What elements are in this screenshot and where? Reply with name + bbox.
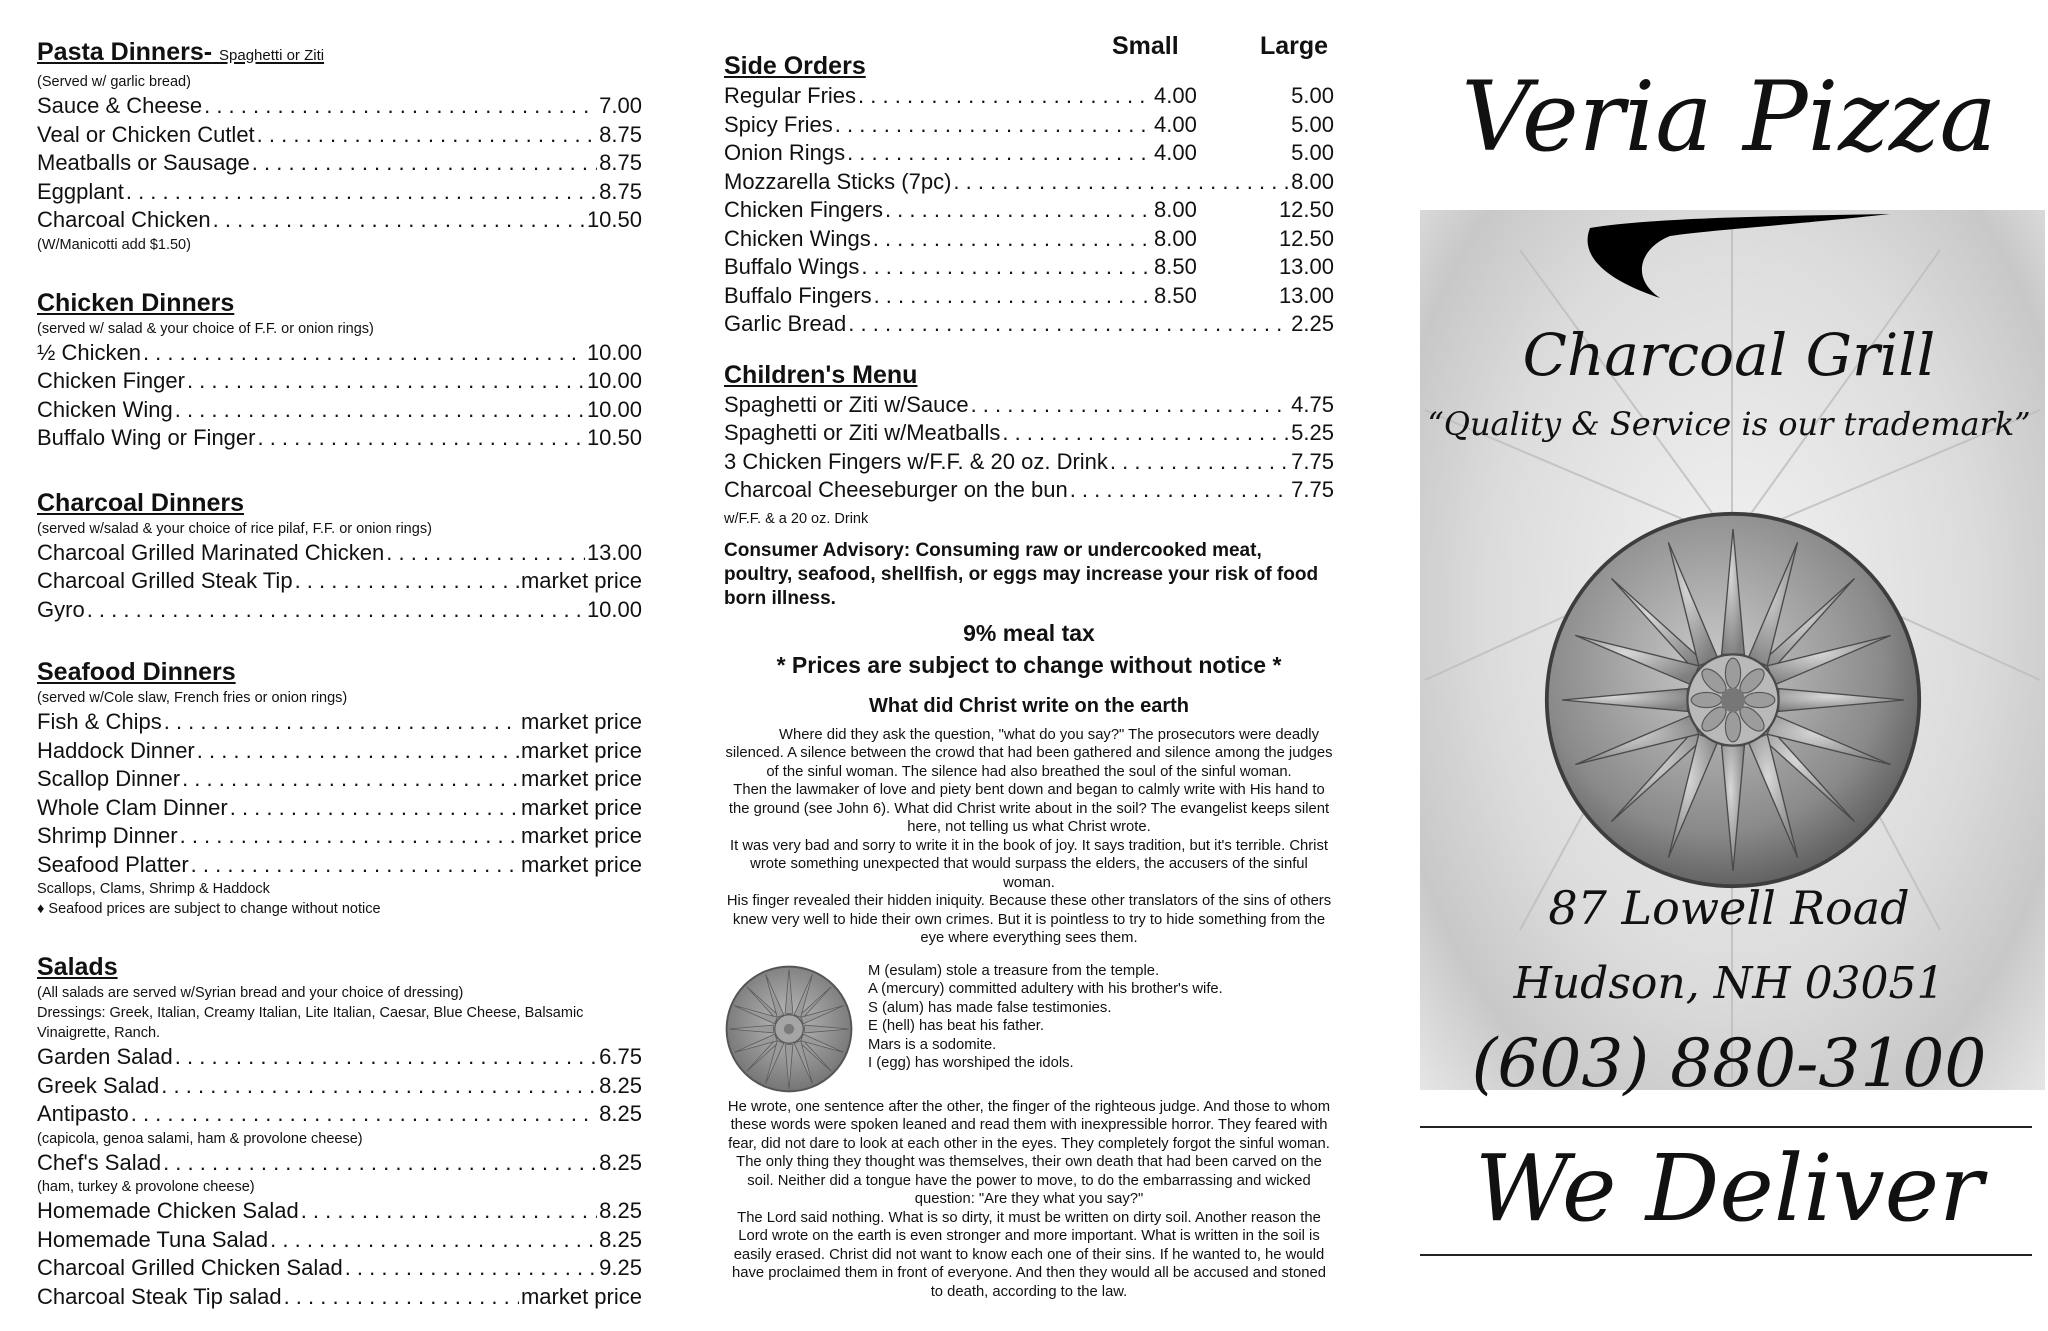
chicken-note: (served w/ salad & your choice of F.F. or onion rings) <box>37 320 374 337</box>
phone-number: (603) 880-3100 <box>1471 1025 1987 1102</box>
seafood-price-note: ♦ Seafood prices are subject to change without notice <box>37 901 381 917</box>
menu-item <box>724 196 1334 225</box>
menu-item <box>37 1197 642 1226</box>
item-price: 8.75 <box>599 178 642 204</box>
item-name: ½ Chicken <box>37 339 141 365</box>
item-price: 8.25 <box>599 1226 642 1252</box>
item-price: 10.50 <box>586 425 642 450</box>
side-orders-section <box>724 50 1334 339</box>
item-name: Scallop Dinner <box>37 766 181 791</box>
item-price-large: 5.00 <box>1291 83 1334 108</box>
divider-bottom <box>1420 1254 2032 1256</box>
item-price-small: 4.00 <box>1154 83 1197 108</box>
menu-item <box>37 149 642 178</box>
we-deliver-banner: We Deliver <box>1474 1135 1984 1242</box>
item-name: Chicken Finger <box>37 368 185 393</box>
article-list-item: M (esulam) stole a treasure from the temple. <box>868 962 1160 979</box>
menu-item <box>724 476 1334 505</box>
menu-item <box>37 424 642 453</box>
item-price-large: 13.00 <box>1278 254 1334 279</box>
article-list-block <box>724 962 1334 1302</box>
menu-item <box>724 448 1334 477</box>
item-price: 8.25 <box>599 1101 642 1126</box>
menu-item <box>37 567 642 596</box>
seafood-footnote: Scallops, Clams, Shrimp & Haddock <box>37 881 270 897</box>
menu-item <box>724 253 1334 282</box>
menu-item <box>37 708 642 737</box>
item-price: 10.00 <box>586 596 642 622</box>
item-name: Charcoal Chicken <box>37 207 211 232</box>
item-price: market price <box>520 1283 642 1309</box>
menu-item <box>37 1283 642 1312</box>
item-price: 10.00 <box>586 368 642 393</box>
item-name: Buffalo Wing or Finger <box>37 425 256 450</box>
item-price: market price <box>520 737 642 763</box>
menu-item <box>37 367 642 396</box>
item-price: 5.25 <box>1291 420 1334 445</box>
menu-item <box>37 1043 642 1072</box>
article-paragraph: It was very bad and sorry to write it in the book of joy. It says tradition, but it's terrible. Christ wrote something unexpected that would surpass the elders, the accusers of the sinful woman. <box>730 837 1328 891</box>
item-price-large: 2.25 <box>1291 311 1334 336</box>
item-price: 8.25 <box>599 1072 642 1098</box>
item-price-large: 13.00 <box>1278 282 1334 308</box>
article-list-item: E (hell) has beat his father. <box>868 1018 1045 1034</box>
address-line2: Hudson, NH 03051 <box>1513 958 1945 1009</box>
item-price-large: 12.50 <box>1278 197 1334 222</box>
item-price-large: 12.50 <box>1278 225 1334 251</box>
item-price: 10.00 <box>586 339 642 365</box>
menu-item <box>724 82 1334 111</box>
item-price: 8.25 <box>599 1198 642 1223</box>
childrens-footnote: w/F.F. & a 20 oz. Drink <box>724 510 869 527</box>
item-price: 9.25 <box>599 1255 642 1280</box>
menu-item <box>37 1226 642 1255</box>
item-name: Garlic Bread <box>724 311 847 336</box>
menu-item <box>37 396 642 425</box>
item-price-small: 8.00 <box>1154 197 1197 222</box>
menu-item <box>37 178 642 207</box>
article-paragraph: His finger revealed their hidden iniquity. Because these other translators of the sins of others knew very well to hide their own crimes. But it is pointless to try to hide something from the eye where everything sees them. <box>726 893 1332 946</box>
article-list-item: A (mercury) committed adultery with his brother's wife. <box>868 981 1223 997</box>
item-price-small: 4.00 <box>1154 140 1197 165</box>
item-price: market price <box>520 766 642 791</box>
article-paragraph: He wrote, one sentence after the other, the finger of the righteous judge. And those to whom these words were spoken leaned and read them with inexpressible horror. They feared with fear, did not dare to look at each other in the eyes. They completely forgot the sinful woman. The only thing they thought was themselves, their own death that had been carved on the soil. Neither did a tongue have the power to move, to do the embarrassing and wicked question: "Are they what you say?" <box>727 1098 1331 1207</box>
item-price: market price <box>520 709 642 734</box>
item-price: 8.75 <box>599 121 642 147</box>
seafood-section <box>37 656 642 919</box>
menu-item <box>724 310 1334 339</box>
item-price: market price <box>520 794 642 820</box>
chef-salad-note: (ham, turkey & provolone cheese) <box>37 1179 255 1195</box>
item-price-small: 8.00 <box>1154 225 1197 251</box>
item-name: Greek Salad <box>37 1072 160 1098</box>
pasta-section <box>37 36 642 255</box>
menu-item <box>724 391 1334 420</box>
item-price: market price <box>520 568 642 593</box>
item-name: Charcoal Grilled Marinated Chicken <box>37 539 385 565</box>
item-name: Chef's Salad <box>37 1149 162 1175</box>
article-list-item: Mars is a sodomite. <box>868 1036 997 1053</box>
item-name: Chicken Wings <box>724 225 871 251</box>
consumer-advisory: Consumer Advisory: Consuming raw or undercooked meat, poultry, seafood, shellfish, or eggs may increase your risk of food born illness. <box>724 539 1319 609</box>
item-price: 4.75 <box>1291 391 1334 417</box>
item-price: 8.25 <box>599 1149 642 1175</box>
menu-item <box>724 419 1334 448</box>
article-list-item: I (egg) has worshiped the idols. <box>868 1055 1074 1071</box>
item-name: Charcoal Cheeseburger on the bun <box>724 477 1068 502</box>
item-name: Gyro <box>37 596 85 622</box>
pasta-note: (Served w/ garlic bread) <box>37 74 191 90</box>
chicken-section <box>37 287 642 453</box>
item-name: Veal or Chicken Cutlet <box>37 121 255 147</box>
item-price: market price <box>520 823 642 848</box>
antipasto-note: (capicola, genoa salami, ham & provolone cheese) <box>37 1130 363 1147</box>
menu-cover-panel <box>1410 0 2048 1325</box>
item-price: 8.75 <box>599 150 642 175</box>
item-name: Whole Clam Dinner <box>37 794 228 820</box>
size-header <box>724 28 1334 62</box>
swoosh-logo <box>1570 208 1900 308</box>
item-price: 10.00 <box>586 396 642 422</box>
restaurant-tagline: “Quality & Service is our trademark” <box>1427 405 2031 443</box>
item-price-small: 8.50 <box>1154 254 1197 279</box>
article-title: What did Christ write on the earth <box>868 694 1189 717</box>
prices-notice: * Prices are subject to change without notice * <box>776 651 1282 678</box>
menu-item <box>37 765 642 794</box>
pasta-subtitle: Spaghetti or Ziti <box>219 47 325 64</box>
menu-item <box>724 168 1334 197</box>
menu-item <box>37 339 642 368</box>
menu-item <box>37 1149 642 1178</box>
item-price: market price <box>520 851 642 877</box>
vergina-sun-small-emblem <box>724 964 854 1094</box>
item-price: 13.00 <box>586 539 642 565</box>
menu-item <box>724 282 1334 311</box>
item-name: Mozzarella Sticks (7pc) <box>724 168 952 194</box>
salads-title: Salads <box>37 953 118 981</box>
item-name: Chicken Fingers <box>724 197 883 222</box>
meal-tax-notice: 9% meal tax <box>963 619 1095 646</box>
article-paragraph: The Lord said nothing. What is so dirty, it must be written on dirty soil. Another reason the Lord wrote on the earth is even stronger and more important. What is written in the soil is easily erased. Christ did not want to know each one of their sins. If he wanted to, he would have proclaimed them in front of everyone. And then they would all be accused and stoned to death, according to the law. <box>732 1209 1326 1300</box>
item-name: Seafood Platter <box>37 851 189 877</box>
item-name: Buffalo Fingers <box>724 282 872 308</box>
item-name: Sauce & Cheese <box>37 93 203 118</box>
item-name: Antipasto <box>37 1101 129 1126</box>
menu-item <box>37 596 642 625</box>
divider-top <box>1420 1126 2032 1128</box>
item-name: Chicken Wing <box>37 396 173 422</box>
item-price: 10.50 <box>586 207 642 232</box>
menu-item <box>37 121 642 150</box>
address-line1: 87 Lowell Road <box>1548 881 1910 935</box>
charcoal-section <box>37 487 642 625</box>
childrens-menu-section <box>724 359 1334 529</box>
menu-item <box>724 139 1334 168</box>
article-paragraph: Then the lawmaker of love and piety bent down and began to calmly write with His hand to the ground (see John 6). What did Christ write about in the soil? The evangelist keeps silent here, not telling us what Christ wrote. <box>728 782 1330 835</box>
article-list-item: S (alum) has made false testimonies. <box>868 999 1112 1016</box>
item-price-small: 4.00 <box>1154 111 1197 137</box>
chicken-title: Chicken Dinners <box>37 288 235 317</box>
item-name: Meatballs or Sausage <box>37 150 250 175</box>
salads-dressings: Dressings: Greek, Italian, Creamy Italian, Lite Italian, Caesar, Blue Cheese, Balsamic Vinaigrette, Ranch. <box>37 1005 584 1041</box>
item-name: Shrimp Dinner <box>37 823 178 848</box>
menu-item <box>724 111 1334 140</box>
item-name: Fish & Chips <box>37 709 162 734</box>
item-name: 3 Chicken Fingers w/F.F. & 20 oz. Drink <box>724 448 1108 474</box>
charcoal-title: Charcoal Dinners <box>37 488 245 517</box>
salads-note: (All salads are served w/Syrian bread and your choice of dressing) <box>37 985 464 1001</box>
menu-item <box>37 1100 642 1129</box>
menu-item <box>724 225 1334 254</box>
restaurant-name: Veria Pizza <box>1461 61 1997 173</box>
item-name: Spaghetti or Ziti w/Sauce <box>724 391 969 417</box>
item-name: Haddock Dinner <box>37 737 195 763</box>
vergina-sun-emblem <box>1543 510 1923 890</box>
menu-item <box>37 822 642 851</box>
menu-item <box>37 737 642 766</box>
childrens-menu-title: Children's Menu <box>724 360 918 389</box>
menu-column-left <box>37 36 642 1331</box>
seafood-title: Seafood Dinners <box>37 658 236 686</box>
item-name: Regular Fries <box>724 83 857 108</box>
item-name: Charcoal Steak Tip salad <box>37 1283 282 1309</box>
item-name: Eggplant <box>37 178 124 204</box>
menu-item <box>37 1072 642 1101</box>
salads-section <box>37 951 642 1311</box>
size-large-label: Large <box>1260 32 1329 60</box>
menu-item <box>37 794 642 823</box>
item-price-large: 5.00 <box>1291 111 1334 137</box>
item-name: Homemade Chicken Salad <box>37 1198 299 1223</box>
item-name: Buffalo Wings <box>724 254 860 279</box>
seafood-note: (served w/Cole slaw, French fries or onion rings) <box>37 690 348 706</box>
menu-item <box>37 851 642 880</box>
item-name: Homemade Tuna Salad <box>37 1226 269 1252</box>
item-price-large: 8.00 <box>1291 168 1334 194</box>
pasta-footnote: (W/Manicotti add $1.50) <box>37 236 191 253</box>
restaurant-subtitle: Charcoal Grill <box>1522 321 1936 389</box>
article-paragraph: Where did they ask the question, "what do you say?" The prosecutors were deadly silenced. A silence between the crowd that had been gathered and silence among the judges of the sinful woman. The silence had also breathed the soul of the sinful woman. <box>725 726 1333 780</box>
item-price: 6.75 <box>599 1044 642 1069</box>
item-price: 7.00 <box>599 93 642 118</box>
item-price-large: 5.00 <box>1291 140 1334 165</box>
side-orders-title: Side Orders <box>724 52 866 80</box>
item-name: Charcoal Grilled Chicken Salad <box>37 1255 343 1280</box>
item-name: Charcoal Grilled Steak Tip <box>37 568 293 593</box>
menu-column-middle <box>724 28 1334 1301</box>
item-name: Garden Salad <box>37 1044 173 1069</box>
size-small-label: Small <box>1112 32 1179 60</box>
item-name: Spaghetti or Ziti w/Meatballs <box>724 420 1001 445</box>
pasta-title: Pasta Dinners- <box>37 38 213 66</box>
menu-item <box>37 1254 642 1283</box>
item-price: 7.75 <box>1291 477 1334 502</box>
item-price: 7.75 <box>1291 448 1334 474</box>
item-name: Spicy Fries <box>724 111 833 137</box>
menu-item <box>37 92 642 121</box>
item-name: Onion Rings <box>724 140 846 165</box>
item-price-small: 8.50 <box>1154 282 1197 308</box>
menu-item <box>37 539 642 568</box>
charcoal-note: (served w/salad & your choice of rice pilaf, F.F. or onion rings) <box>37 520 432 537</box>
menu-item <box>37 206 642 235</box>
